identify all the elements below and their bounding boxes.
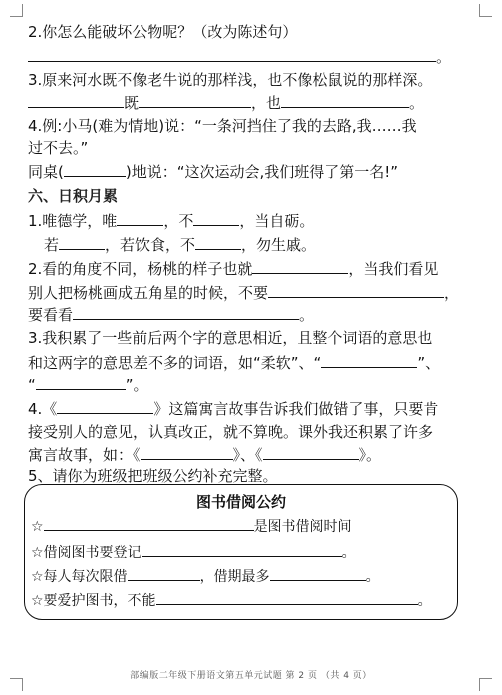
convention-row-4: ☆要爱护图书，不能 。 <box>31 589 432 611</box>
q3-blank-1[interactable] <box>28 92 124 108</box>
q3-answer-row: 既 ，也 。 <box>28 92 424 113</box>
convention-blank-3[interactable] <box>128 565 200 581</box>
q2-answer-blank[interactable] <box>28 46 436 62</box>
convention-row-1: ☆ 是图书借阅时间 <box>31 515 352 537</box>
item-1-line-1: 1.唯德学，唯 ，不 ，当自砺。 <box>28 212 315 230</box>
item-1-blank-1[interactable] <box>117 210 163 226</box>
q2-answer-row: 。 <box>28 46 451 67</box>
item-3-line-3: “ ”。 <box>28 376 149 394</box>
q3-blank-3[interactable] <box>281 92 409 108</box>
convention-blank-4[interactable] <box>270 565 366 581</box>
q4-example-line-2: 过不去。” <box>28 139 89 157</box>
q3-prompt: 3.原来河水既不像老牛说的那样浅，也不像松鼠说的那样深。 <box>28 71 433 89</box>
section-6-title: 六、日积月累 <box>28 187 119 205</box>
item-5-prompt: 5、请你为班级把班级公约补充完整。 <box>28 467 278 485</box>
item-3-blank-1[interactable] <box>321 352 417 368</box>
item-4-line-2: 接受别人的意见，认真改正，就不算晚。课外我还积累了许多 <box>28 423 434 441</box>
crop-mark-top-left <box>10 4 23 17</box>
item-4-line-3: 寓言故事，如：《 》、《 》。 <box>28 446 382 464</box>
page-footer: 部编版二年级下册语文第五单元试题 第 2 页 （共 4 页） <box>130 671 372 681</box>
item-3-blank-2[interactable] <box>36 374 126 390</box>
item-1-line-2: 若 ，若饮食，不 ，勿生戚。 <box>44 236 317 254</box>
convention-blank-1[interactable] <box>44 515 254 531</box>
item-2-line-1: 2.看的角度不同，杨桃的样子也就 ，当我们看见 <box>28 260 439 278</box>
q4-paren-blank[interactable] <box>64 162 126 177</box>
library-convention-box <box>24 484 458 620</box>
q4-answer-row: 同桌( )地说：“这次运动会,我们班得了第一名!” <box>28 163 399 181</box>
item-3-line-2: 和这两字的意思差不多的词语，如“柔软”、“ ”、 <box>28 354 441 372</box>
item-4-line-1: 4.《 》这篇寓言故事告诉我们做错了事，只要肯 <box>28 400 439 418</box>
item-2-blank-3[interactable] <box>73 304 299 320</box>
item-1-blank-3[interactable] <box>59 234 105 250</box>
item-2-line-3: 要看看 。 <box>28 306 315 324</box>
item-1-blank-4[interactable] <box>195 234 241 250</box>
item-4-blank-2[interactable] <box>141 444 233 460</box>
convention-row-3: ☆每人每次限借 ，借期最多 。 <box>31 565 380 587</box>
item-4-blank-3[interactable] <box>263 444 359 460</box>
item-4-blank-1[interactable] <box>57 398 153 414</box>
q2-prompt: 2.你怎么能破坏公物呢？（改为陈述句） <box>28 23 298 41</box>
convention-blank-2[interactable] <box>142 541 342 557</box>
q4-example-line-1: 4.例:小马(难为情地)说：“一条河挡住了我的去路,我……我 <box>28 117 417 135</box>
item-3-line-1: 3.我积累了一些前后两个字的意思相近，且整个词语的意思也 <box>28 329 433 347</box>
item-2-line-2: 别人把杨桃画成五角星的时候，不要 ， <box>28 284 460 302</box>
item-2-blank-1[interactable] <box>252 258 348 274</box>
convention-blank-5[interactable] <box>156 589 418 605</box>
convention-row-2: ☆借阅图书要登记 。 <box>31 541 356 563</box>
item-1-blank-2[interactable] <box>193 210 239 226</box>
item-2-blank-2[interactable] <box>268 282 444 298</box>
crop-mark-top-right <box>479 4 492 17</box>
convention-title: 图书借阅公约 <box>195 493 286 511</box>
q3-blank-2[interactable] <box>139 92 251 108</box>
